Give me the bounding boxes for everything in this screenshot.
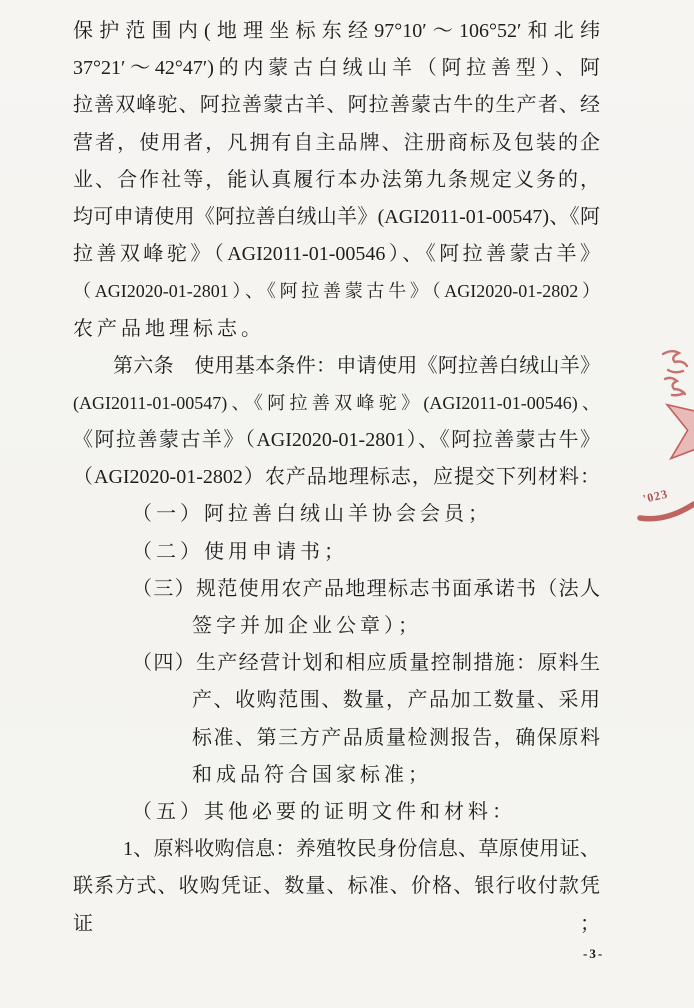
text-line: 签字并加企业公章）； — [192, 615, 422, 637]
text-line: 和成品符合国家标准； — [192, 763, 432, 786]
seal-star-icon — [655, 374, 694, 476]
text-line-item-1: （一）阿拉善白绒山羊协会会员； — [132, 503, 492, 526]
document-body — [73, 13, 600, 935]
seal-serial-text: '023 — [641, 486, 670, 506]
text-line-item-2: （二）使用申请书； — [132, 540, 348, 563]
text-line: 拉善双峰驼》（AGI2011-01-00546）、《阿拉善蒙古羊》 — [73, 243, 600, 266]
text-line: 拉善双峰驼、阿拉善蒙古羊、阿拉善蒙古牛的生产者、经 — [73, 94, 600, 117]
official-seal-fragment — [630, 340, 694, 540]
text-line: 保护范围内(地理坐标东经97°10′～106°52′和北纬 — [73, 20, 600, 42]
text-line-item-4: （四）生产经营计划和相应质量控制措施：原料生 — [132, 652, 600, 675]
seal-ring-arc — [640, 504, 694, 519]
text-line: 营者，使用者，凡拥有自主品牌、注册商标及包装的企 — [73, 131, 600, 154]
text-line: 联系方式、收购凭证、数量、标准、价格、银行收付款凭证； — [73, 875, 600, 935]
seal-scribble-icon — [663, 351, 687, 395]
text-line: 37°21′～42°47′)的内蒙古白绒山羊（阿拉善型）、阿 — [73, 57, 600, 80]
text-line: （AGI2020-01-2802）农产品地理标志，应提交下列材料： — [73, 466, 600, 489]
text-line: 《阿拉善蒙古羊》（AGI2020-01-2801）、《阿拉善蒙古牛》 — [73, 429, 600, 452]
page-number: -3- — [583, 946, 605, 961]
text-line-item-5: （五）其他必要的证明文件和材料： — [132, 800, 516, 823]
text-line: 1、原料收购信息：养殖牧民身份信息、草原使用证、 — [123, 838, 600, 861]
text-line: 标准、第三方产品质量检测报告，确保原料 — [192, 726, 600, 749]
text-line-article-6: 第六条 使用基本条件：申请使用《阿拉善白绒山羊》 — [113, 354, 600, 377]
text-line: 农产品地理标志。 — [73, 317, 265, 340]
text-line: 业、合作社等，能认真履行本办法第九条规定义务的， — [73, 168, 600, 191]
text-line: （AGI2020-01-2801）、《阿拉善蒙古牛》（AGI2020-01-2802） — [73, 281, 600, 302]
text-line-item-3: （三）规范使用农产品地理标志书面承诺书（法人 — [132, 577, 600, 600]
text-line: 均可申请使用《阿拉善白绒山羊》(AGI2011-01-00547)、《阿 — [73, 205, 600, 228]
text-line: (AGI2011-01-00547)、《阿拉善双峰驼》(AGI2011-01-00546)、 — [73, 392, 600, 413]
text-line: 产、收购范围、数量，产品加工数量、采用 — [192, 689, 600, 712]
